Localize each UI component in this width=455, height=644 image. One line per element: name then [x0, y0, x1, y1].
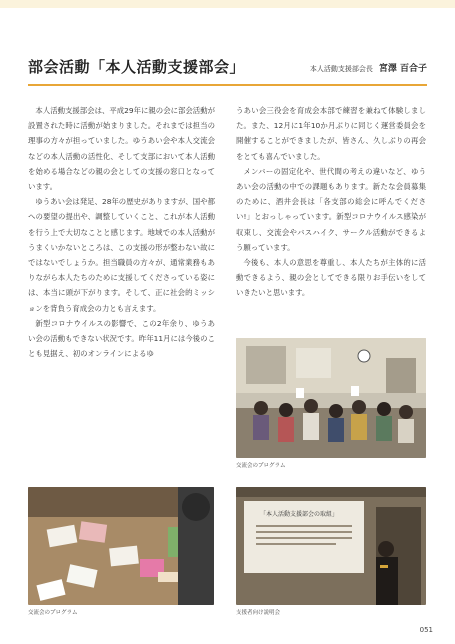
paragraph: 今後も、本人の意思を尊重し、本人たちが主体的に活動できるよう、親の会としてできる限りお手伝いをしていきたいと思います。 [236, 258, 426, 298]
photo-card-table-image [28, 487, 214, 605]
page-title: 部会活動「本人活動支援部会」 [28, 58, 246, 76]
right-column [236, 103, 426, 301]
photo-presentation [236, 487, 426, 605]
paragraph: 本人活動支援部会は、平成29年に親の会に部会活動が設置された時に活動が始まりました。それまでは担当の理事の方々が担っていました。ゆうあい会や本人交流会などの本人活動の活性化、そして支部において本人活動を始める場合などの親の会としての支援の窓口となっています。 [28, 106, 215, 192]
photo-caption: 支援者向け説明会 [236, 610, 281, 616]
author-line [310, 61, 427, 74]
top-band [0, 0, 455, 8]
paragraph: 新型コロナウイルスの影響で、この2年余り、ゆうあい会の活動もできない状況です。昨年11月には今後のことも見据え、初のオンラインによるゆ [28, 318, 215, 359]
paragraph: メンバーの固定化や、世代間の考えの違いなど、ゆうあい会の活動の中での課題もあります。新たな会員募集のために、酒井会長は「各支部の総会に呼んでください!」とおっしゃっています。新型コロナウイルス感染が収束し、交流会やバスハイク、サークル活動ができるよう願っています。 [236, 166, 426, 252]
paragraph: ゆうあい会は発足、28年の歴史がありますが、国や都への要望の提出や、調整していくこと、これが本人活動を行う上で大切なことと感じます。地域での本人活動がうまくいかないところは、この支援の形が整わない故にではないでしょうか。担当職員の方々が、通常業務もありながら本人たちのために支援してくださっている姿には、本当に頭が下がります。そして、正に社会的ミッションを背負う育成会の力とも言えます。 [28, 197, 215, 313]
photo-card-table [28, 487, 214, 605]
photo-caption: 交流会のプログラム [236, 463, 286, 469]
author-role: 本人活動支援部会長 [309, 65, 373, 73]
photo-caption: 交流会のプログラム [28, 610, 78, 616]
page-number: 051 [419, 626, 433, 634]
photo-group-meeting [236, 338, 426, 458]
photo-group-meeting-image [236, 338, 426, 458]
slide-title: 「本人活動支援部会の取組」 [260, 511, 339, 518]
paragraph: うあい会三役会を育成会本部で練習を兼ねて体験しました。また、12月に1年10か月ぶりに同じく運営委員会を開催することができましたが、皆さん、久しぶりの再会をとても喜んでいました。 [236, 106, 426, 161]
left-column [28, 103, 215, 361]
photo-presentation-image [236, 487, 426, 605]
title-rule [28, 84, 427, 86]
author-name: 宮澤 百合子 [378, 64, 427, 74]
